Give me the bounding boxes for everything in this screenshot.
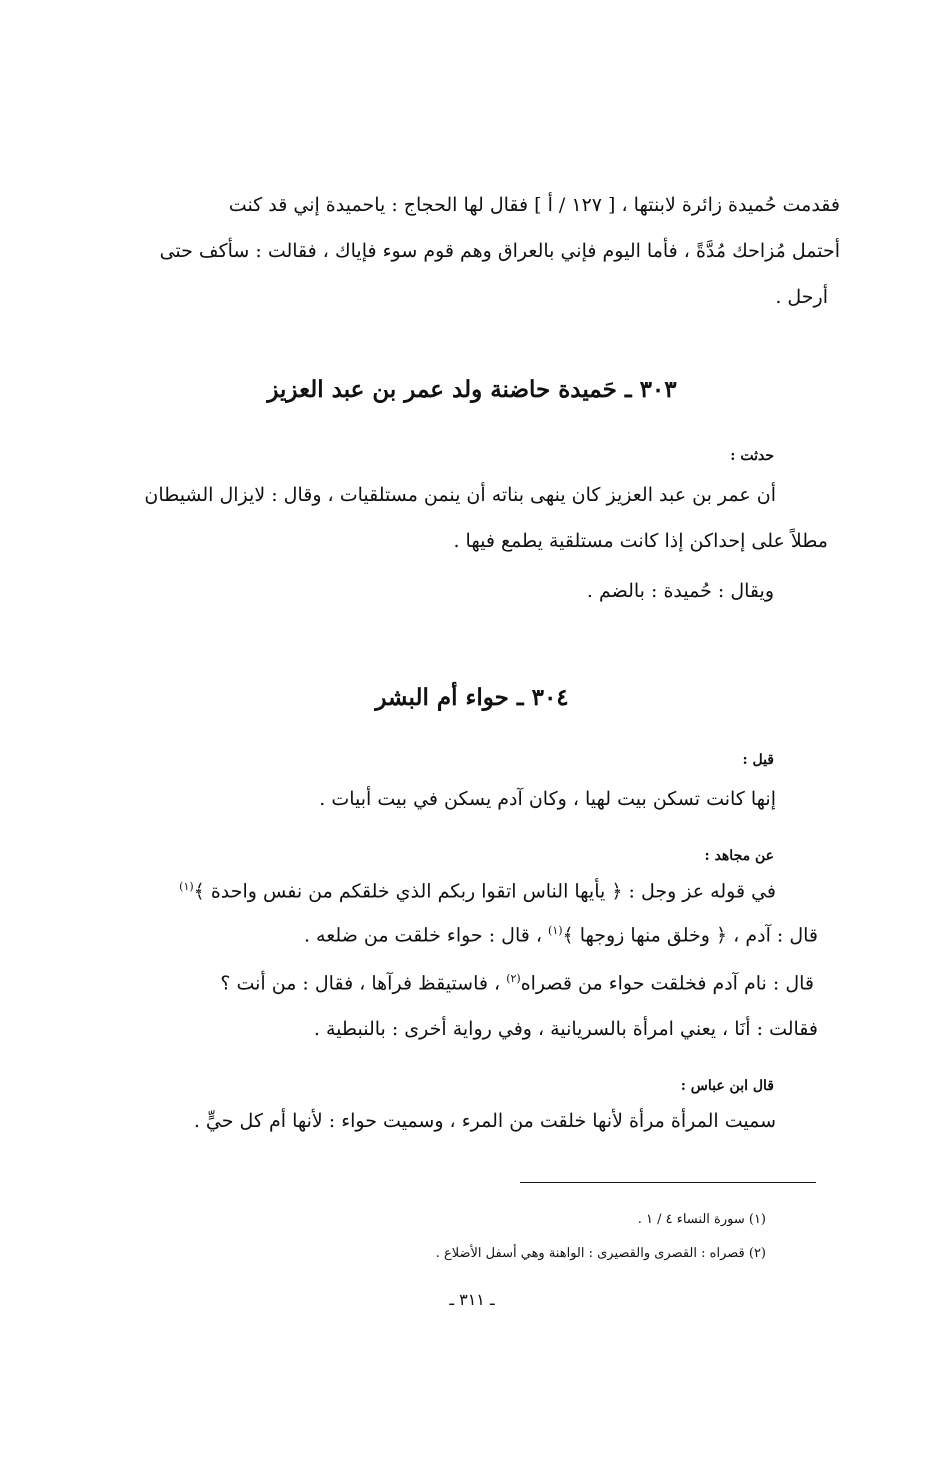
footnote-1: (١) سورة النساء ٤ / ١ .	[637, 1212, 766, 1227]
narration-text: ، فاستيقظ فرآها ، فقال : من أنت ؟	[220, 972, 507, 995]
intro-line-1: فقدمت حُميدة زائرة لابنتها ، [ ١٢٧ / أ ] فقال لها الحجاج : ياحميدة إني قد كنت	[228, 194, 840, 216]
section-304-line-3a	[220, 972, 814, 994]
quran-verse-text: قال : آدم ، ﴿ وخلق منها زوجها ﴾	[562, 924, 818, 947]
page-number: ـ ٣١١ ـ	[449, 1290, 495, 1309]
section-303-line-1: أن عمر بن عبد العزيز كان ينهى بناته أن ينمن مستلقيات ، وقال : لايزال الشيطان	[144, 484, 776, 506]
section-304-label-3: قال ابن عباس :	[680, 1078, 774, 1094]
section-304-line-2a	[179, 880, 776, 902]
section-303-label: حدثت :	[730, 448, 774, 464]
quran-verse-text: في قوله عز وجل : ﴿ يأيها الناس اتقوا ربكم الذي خلقكم من نفس واحدة ﴾	[193, 880, 776, 903]
footnote-ref: (١)	[179, 880, 194, 893]
footnote-ref: (٢)	[506, 972, 521, 985]
section-304-label-2: عن مجاهد :	[704, 848, 774, 864]
section-304-title: ٣٠٤ ـ حواء أم البشر	[375, 684, 569, 711]
narration-text: ، قال : حواء خلقت من ضلعه .	[303, 924, 549, 947]
section-303-note: ويقال : حُميدة : بالضم .	[586, 580, 774, 602]
section-303-line-2: مطلاً على إحداكن إذا كانت مستلقية يطمع فيها .	[453, 530, 828, 552]
section-304-text-1: إنها كانت تسكن بيت لهيا ، وكان آدم يسكن في بيت أبيات .	[319, 788, 776, 810]
section-303-title: ٣٠٣ ـ حَميدة حاضنة ولد عمر بن عبد العزيز	[267, 376, 677, 403]
footnote-ref: (١)	[548, 924, 563, 937]
narration-text: قال : نام آدم فخلقت حواء من قصراه	[520, 972, 814, 995]
footnote-separator	[520, 1182, 816, 1183]
section-304-line-3b: فقالت : أنَا ، يعني امرأة بالسريانية ، وفي رواية أخرى : بالنبطية .	[313, 1018, 818, 1040]
section-304-line-2b	[304, 924, 818, 946]
section-304-text-3: سميت المرأة مرأة لأنها خلقت من المرء ، وسميت حواء : لأنها أم كل حيٍّ .	[193, 1110, 776, 1132]
footnote-2: (٢) قصراه : القصرى والقصيرى : الواهنة وهي أسفل الأضلاع .	[435, 1246, 766, 1261]
intro-line-2: أحتمل مُزاحك مُدَّةً ، فأما اليوم فإني بالعراق وهم قوم سوء فإياك ، فقالت : سأكف حتى	[159, 240, 840, 262]
intro-line-3: أرحل .	[775, 286, 828, 308]
section-304-label-1: قيل :	[742, 752, 774, 768]
